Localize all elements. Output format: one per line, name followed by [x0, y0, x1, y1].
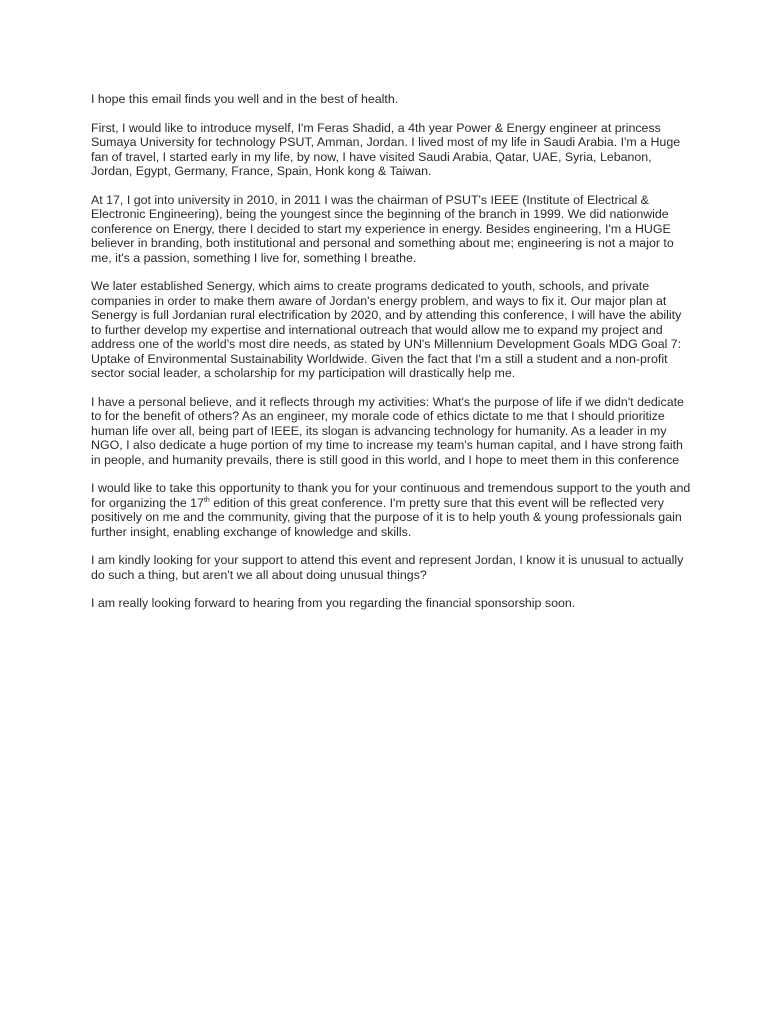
ieee-paragraph: At 17, I got into university in 2010, in 2011 I was the chairman of PSUT's IEEE (Institute of Electrical & Electronic Engineering), being the youngest since the beginning of the branch in 1999. We did nationwide conference on Energy, there I decided to start my experience in energy. Besides engineering, I'm a HUGE believer in branding, both institutional and personal and something about me; engineering is not a major to me, it's a passion, something I live for, something I breathe. [91, 192, 674, 265]
letter-body [91, 92, 691, 625]
thanks-text-end: edition of this great conference. I'm pretty sure that this event will be reflected very positively on me and the community, giving that the purpose of it is to help youth & young professionals gain further insight, enabling exchange of knowledge and skills. [91, 495, 682, 539]
senergy-paragraph: We later established Senergy, which aims to create programs dedicated to youth, schools, and private companies in order to make them aware of Jordan's energy problem, and ways to fix it. Our major plan at Senergy is full Jordanian rural electrification by 2020, and by attending this conference, I will have the ability to further develop my expertise and international outreach that would allow me to expand my project and address one of the world's most dire needs, as stated by UN's Millennium Development Goals MDG Goal 7: Uptake of Environmental Sustainability Worldwide. Given the fact that I'm a still a student and a non-profit sector social leader, a scholarship for my participation will drastically help me. [91, 279, 682, 380]
intro-paragraph: First, I would like to introduce myself, I'm Feras Shadid, a 4th year Power & Energy engineer at princess Sumaya University for technology PSUT, Amman, Jordan. I lived most of my life in Saudi Arabia. I'm a Huge fan of travel, I started early in my life, by now, I have visited Saudi Arabia, Qatar, UAE, Syria, Lebanon, Jordan, Egypt, Germany, France, Spain, Honk kong & Taiwan. [91, 120, 681, 178]
thanks-paragraph [91, 481, 691, 539]
thanks-text-start: I would like to take this opportunity to thank you for your continuous and tremendous support to the youth and for organizing the 17 [91, 481, 691, 510]
ordinal-suffix: th [203, 496, 210, 504]
belief-paragraph: I have a personal believe, and it reflects through my activities: What's the purpose of life if we didn't dedicate to for the benefit of others? As an engineer, my morale code of ethics dictate to me that I should prioritize human life over all, being part of IEEE, its slogan is advancing technology for humanity. As a leader in my NGO, I also dedicate a huge portion of my time to increase my team's human capital, and I have strong faith in people, and humanity prevails, there is still good in this world, and I hope to meet them in this conference [91, 394, 684, 467]
closing-paragraph: I am really looking forward to hearing from you regarding the financial sponsorship soon. [91, 596, 576, 610]
greeting-paragraph: I hope this email finds you well and in the best of health. [91, 92, 399, 106]
support-paragraph: I am kindly looking for your support to attend this event and represent Jordan, I know it is unusual to actually do such a thing, but aren't we all about doing unusual things? [91, 553, 684, 582]
